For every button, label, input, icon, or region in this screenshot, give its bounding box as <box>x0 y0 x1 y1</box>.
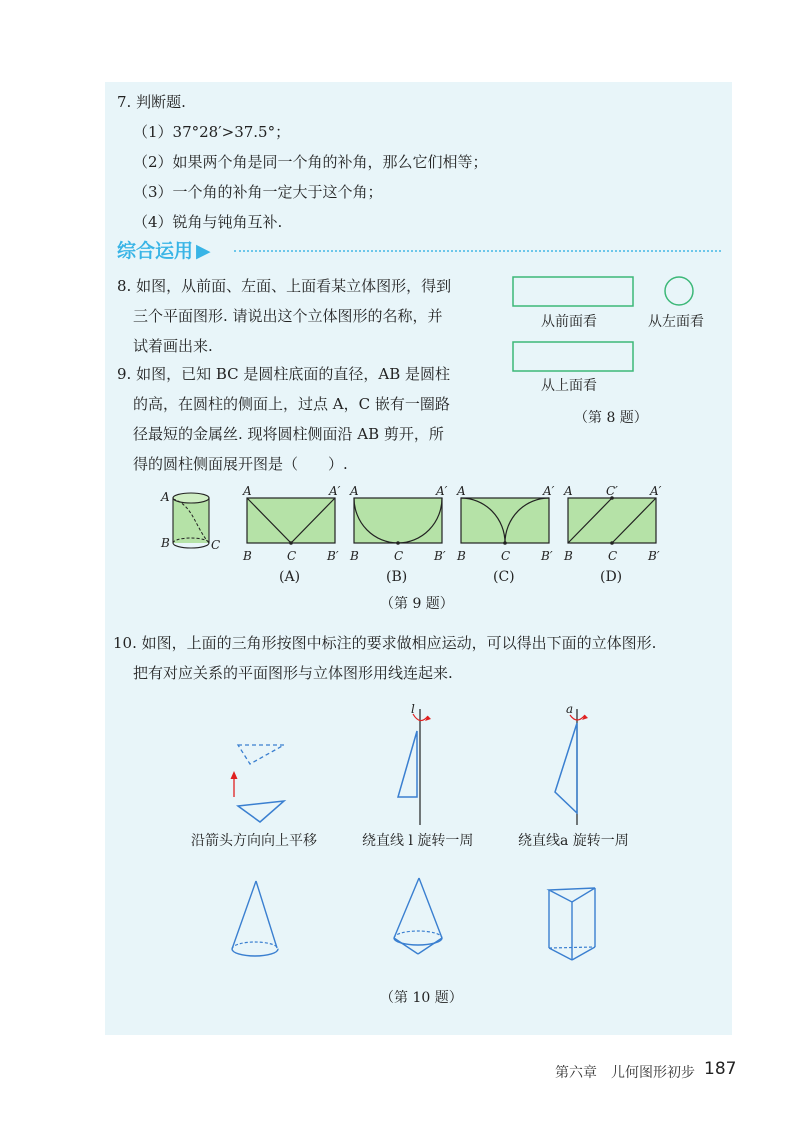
cylinder <box>160 490 220 552</box>
q7-item-2: （2）如果两个角是同一个角的补角，那么它们相等； <box>133 153 488 171</box>
q8-line-2: 三个平面图形. 请说出这个立体图形的名称，并 <box>133 307 443 325</box>
front-view-rect <box>513 277 633 306</box>
top-view-label: 从上面看 <box>541 378 597 394</box>
option-c-label: (C) <box>493 569 515 585</box>
q9-line-4: 得的圆柱侧面展开图是（ ）. <box>133 455 348 473</box>
q10-caption: （第 10 题） <box>380 990 463 1006</box>
q10-figure <box>180 695 660 975</box>
axis-l-label: l <box>411 702 415 716</box>
opt-c-bl: B <box>457 549 466 563</box>
opt-a-tl: A <box>243 484 252 498</box>
top-view-rect <box>513 342 633 371</box>
opt-b-bl: B <box>350 549 359 563</box>
section-marker-icon: ▶ <box>196 240 211 262</box>
q9-line-2: 的高，在圆柱的侧面上，过点 A，C 嵌有一圈路 <box>133 395 450 413</box>
caption-rotate-l: 绕直线 l 旋转一周 <box>362 833 474 849</box>
q7-item-3: （3）一个角的补角一定大于这个角； <box>133 183 383 201</box>
axis-a-label: a <box>566 702 574 716</box>
opt-a-br: B′ <box>327 549 339 563</box>
opt-c-tr: A′ <box>543 484 555 498</box>
opt-a-tr: A′ <box>329 484 341 498</box>
q8-line-3: 试着画出来. <box>133 337 213 355</box>
q9-caption: （第 9 题） <box>380 596 454 612</box>
option-c-figure <box>456 484 555 563</box>
opt-b-br: B′ <box>434 549 446 563</box>
opt-c-tl: A <box>457 484 466 498</box>
q10-line-2: 把有对应关系的平面图形与立体图形用线连起来. <box>133 664 453 682</box>
option-d-label: (D) <box>600 569 623 585</box>
cyl-label-a: A <box>161 490 170 504</box>
option-a-label: (A) <box>279 569 301 585</box>
left-view-circle <box>665 277 693 305</box>
option-b-figure <box>349 484 448 563</box>
opt-a-bm: C <box>287 549 297 563</box>
solid-double-cone <box>394 878 442 954</box>
cyl-label-b: B <box>161 536 170 550</box>
q10-line-1: 10. 如图，上面的三角形按图中标注的要求做相应运动，可以得出下面的立体图形. <box>113 634 657 652</box>
opt-d-br: B′ <box>648 549 660 563</box>
cyl-label-c: C <box>211 538 221 552</box>
section-divider <box>234 250 721 252</box>
q8-line-1: 8. 如图，从前面、左面、上面看某立体图形，得到 <box>117 277 452 295</box>
opt-d-bl: B <box>564 549 573 563</box>
q9-line-3: 径最短的金属丝. 现将圆柱侧面沿 AB 剪开，所 <box>133 425 444 443</box>
section-title-text: 综合运用 <box>117 240 194 262</box>
opt-d-tm: C′ <box>606 484 618 498</box>
opt-d-tr: A′ <box>650 484 662 498</box>
solid-prism <box>549 888 595 960</box>
option-d-figure <box>563 484 662 563</box>
caption-rotate-a: 绕直线a 旋转一周 <box>518 833 629 849</box>
option-b-label: (B) <box>386 569 408 585</box>
opt-a-bl: B <box>243 549 252 563</box>
opt-c-bm: C <box>501 549 511 563</box>
section-title <box>117 236 211 263</box>
front-view-label: 从前面看 <box>541 314 597 330</box>
opt-b-bm: C <box>394 549 404 563</box>
rotate-a-triangle <box>555 702 588 825</box>
opt-d-tl: A <box>564 484 573 498</box>
q7-item-1: （1）37°28′>37.5°； <box>133 123 291 141</box>
rotate-l-triangle <box>398 702 431 825</box>
translate-triangle <box>231 745 285 822</box>
opt-d-bm: C <box>608 549 618 563</box>
opt-b-tl: A <box>350 484 359 498</box>
opt-c-br: B′ <box>541 549 553 563</box>
q8-caption: （第 8 题） <box>574 410 648 426</box>
page-number: 187 <box>704 1059 737 1079</box>
up-arrow-icon <box>231 771 238 779</box>
q9-line-1: 9. 如图，已知 BC 是圆柱底面的直径，AB 是圆柱 <box>117 365 451 383</box>
footer-chapter: 第六章 儿何图形初步 <box>555 1065 695 1081</box>
q8-figure <box>505 270 725 430</box>
option-a-figure <box>242 484 341 563</box>
q7-title: 7. 判断题. <box>117 93 186 111</box>
caption-translate: 沿箭头方向向上平移 <box>191 833 317 849</box>
solid-cone <box>232 881 278 956</box>
opt-b-tr: A′ <box>436 484 448 498</box>
q7-item-4: （4）锐角与钝角互补. <box>133 213 283 231</box>
left-view-label: 从左面看 <box>648 314 704 330</box>
q9-figure <box>155 485 675 585</box>
